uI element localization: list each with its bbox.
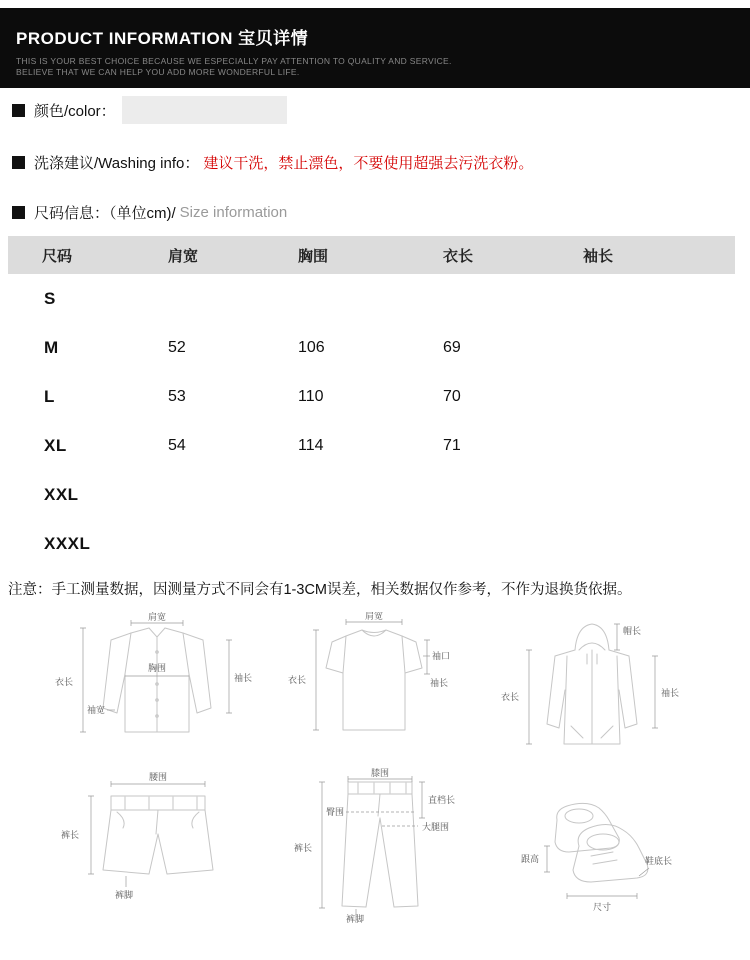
value-cell — [533, 372, 735, 421]
table-row — [8, 323, 735, 372]
value-cell — [393, 470, 533, 519]
measure-label: 膝围 — [370, 768, 389, 778]
value-cell — [393, 274, 533, 323]
value-cell: 110 — [298, 387, 324, 405]
shirt-diagram-icon — [53, 612, 263, 760]
banner — [0, 8, 750, 88]
bullet-square-icon — [12, 156, 25, 169]
column-header-size: 尺码 — [42, 247, 73, 265]
value-cell — [118, 274, 248, 323]
measure-label: 裤长 — [61, 830, 80, 840]
value-cell: 69 — [443, 338, 461, 356]
value-cell — [248, 470, 393, 519]
value-cell: 53 — [168, 387, 186, 405]
measure-label: 胸围 — [148, 663, 167, 673]
table-row — [8, 274, 735, 323]
measure-label: 臀围 — [325, 807, 344, 817]
value-cell — [118, 519, 248, 568]
pants-diagram-icon — [270, 768, 480, 923]
measure-label: 裤脚 — [115, 890, 134, 900]
banner-tagline-line2: BELIEVE THAT WE CAN HELP YOU ADD MORE WONDERFUL LIFE. — [16, 67, 300, 77]
table-row — [8, 519, 735, 568]
value-cell — [533, 421, 735, 470]
measure-label: 大腿围 — [421, 822, 449, 832]
color-row — [12, 96, 287, 124]
measure-label: 帽长 — [622, 626, 641, 636]
column-header-sleeve: 袖长 — [583, 247, 614, 265]
measure-label: 袖长 — [660, 688, 679, 698]
measure-label: 袖宽 — [87, 705, 106, 715]
size-info-label-en: Size information — [179, 203, 288, 221]
measure-label: 衣长 — [287, 675, 306, 685]
value-cell — [248, 519, 393, 568]
measure-label: 裤长 — [293, 843, 312, 853]
bullet-square-icon — [12, 104, 25, 117]
size-info-label: 尺码信息：（单位cm)/ — [34, 204, 176, 222]
hoodie-diagram-icon — [487, 612, 697, 762]
column-header-chest: 胸围 — [298, 247, 329, 265]
size-cell: M — [44, 337, 59, 357]
value-cell: 70 — [443, 387, 461, 405]
table-row — [8, 421, 735, 470]
size-cell: XL — [44, 435, 67, 455]
column-header-length: 衣长 — [443, 247, 474, 265]
measure-label: 衣长 — [500, 692, 519, 702]
measure-label: 肩宽 — [364, 612, 383, 621]
size-cell: XXXL — [44, 533, 91, 553]
value-cell — [533, 519, 735, 568]
value-cell: 54 — [168, 436, 186, 454]
size-cell: XXL — [44, 484, 79, 504]
measure-label: 尺寸 — [592, 902, 611, 912]
size-cell: L — [44, 386, 55, 406]
measure-label: 鞋底长 — [644, 856, 672, 866]
measure-label: 肩宽 — [148, 612, 167, 622]
washing-label: 洗涤建议/Washing info： — [34, 154, 200, 172]
size-table — [8, 236, 735, 568]
measure-label: 衣长 — [55, 677, 74, 687]
measurement-note: 注意：手工测量数据，因测量方式不同会有1-3CM误差，相关数据仅作参考，不作为退换货依据。 — [8, 582, 632, 598]
shorts-diagram-icon — [53, 768, 263, 918]
value-cell — [118, 470, 248, 519]
color-value-box — [122, 96, 287, 124]
measurement-diagrams — [50, 612, 700, 923]
table-header-row — [8, 236, 735, 274]
size-info-row — [12, 200, 287, 224]
size-cell: S — [44, 288, 56, 308]
value-cell: 106 — [298, 338, 325, 356]
bullet-square-icon — [12, 206, 25, 219]
washing-instructions: 建议干洗，禁止漂色，不要使用超强去污洗衣粉。 — [203, 154, 534, 172]
measure-label: 袖口 — [431, 651, 450, 661]
tshirt-diagram-icon — [270, 612, 480, 760]
measure-label: 跟高 — [520, 854, 539, 864]
table-row — [8, 470, 735, 519]
value-cell — [533, 323, 735, 372]
value-cell — [533, 274, 735, 323]
page-title: PRODUCT INFORMATION 宝贝详情 — [16, 29, 309, 48]
value-cell — [248, 274, 393, 323]
washing-row — [12, 150, 533, 174]
value-cell: 114 — [298, 436, 324, 454]
measure-label: 直档长 — [427, 795, 455, 805]
value-cell: 71 — [443, 436, 461, 454]
measure-label: 袖长 — [429, 678, 448, 688]
value-cell — [533, 470, 735, 519]
measure-label: 腰围 — [149, 772, 168, 782]
table-row — [8, 372, 735, 421]
value-cell: 52 — [168, 338, 186, 356]
banner-tagline-line1: THIS IS YOUR BEST CHOICE BECAUSE WE ESPECIALLY PAY ATTENTION TO QUALITY AND SERVICE. — [16, 56, 452, 66]
shoes-diagram-icon — [487, 768, 697, 918]
measure-label: 袖长 — [234, 673, 253, 683]
color-label: 颜色/color： — [34, 102, 116, 120]
banner-tagline — [16, 56, 750, 78]
column-header-shoulder: 肩宽 — [168, 247, 199, 265]
measure-label: 裤脚 — [345, 914, 364, 923]
value-cell — [393, 519, 533, 568]
